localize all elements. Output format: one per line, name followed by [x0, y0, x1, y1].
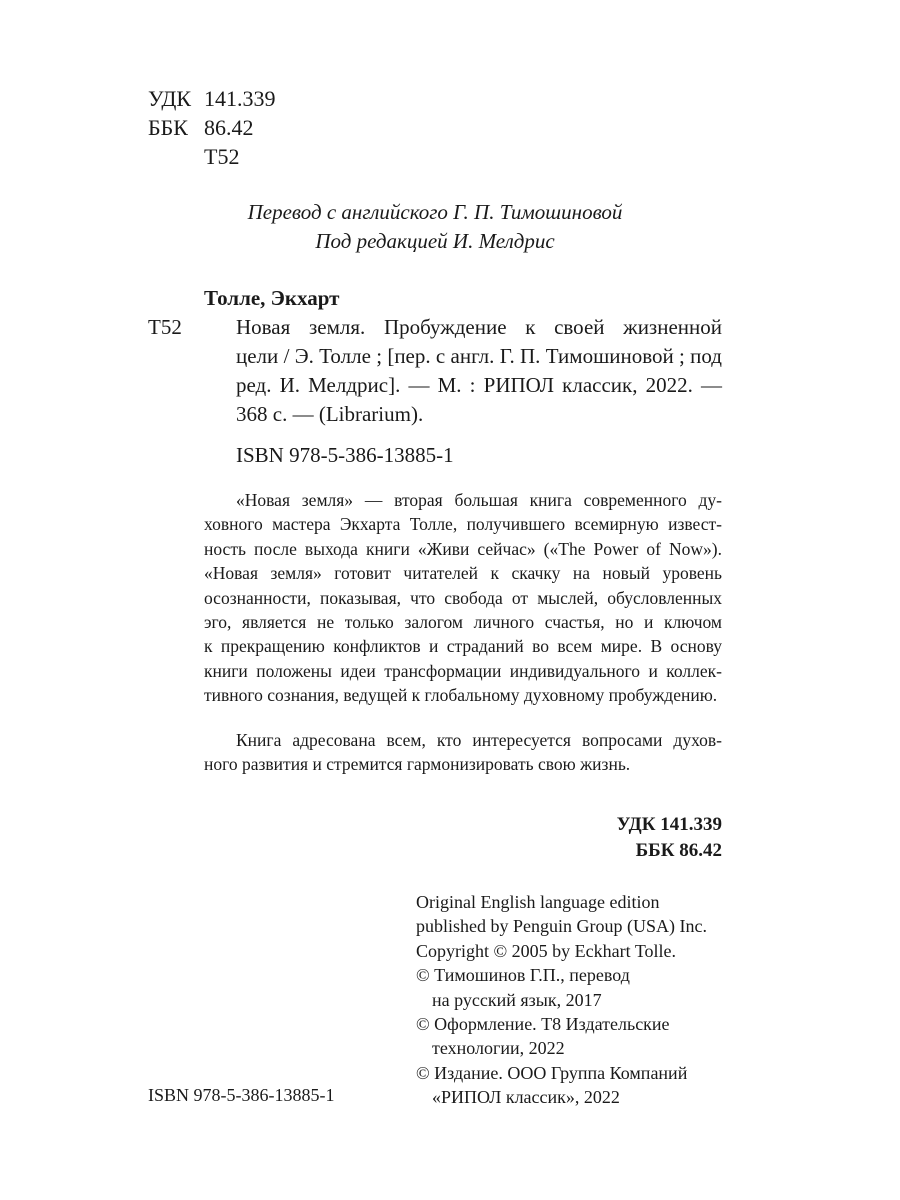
annotation-line: осознанности, показывая, что свобода от мыслей, обусловленных — [204, 587, 722, 608]
copyright-line: © Издание. ООО Группа Компаний — [416, 1062, 688, 1083]
annotation-line: ность после выхода книги «Живи сейчас» («The Power of Now»). — [204, 538, 722, 559]
annotation — [204, 488, 722, 708]
bbk-label: ББК — [148, 115, 188, 140]
audience-line: ного развития и стремится гармонизировать свою жизнь. — [204, 754, 631, 775]
copyright-line: Copyright © 2005 by Eckhart Tolle. — [416, 940, 677, 961]
bbk-right: ББК 86.42 — [635, 840, 722, 861]
classification-codes — [148, 84, 276, 171]
audience-note — [204, 728, 722, 777]
catalog-code: Т52 — [148, 315, 182, 339]
catalog-author: Толле, Экхарт — [204, 286, 340, 310]
catalog-line: ред. И. Мелдрис]. — М. : РИПОЛ классик, 2022. — — [236, 373, 722, 397]
classification-right — [617, 812, 722, 864]
annotation-line: «Новая земля» готовит читателей к скачку на новый уровень — [204, 563, 722, 584]
editor-credit: Под редакцией И. Мелдрис — [315, 229, 555, 253]
annotation-line: «Новая земля» — вторая большая книга современного ду- — [236, 490, 722, 510]
catalog-line: Новая земля. Пробуждение к своей жизненной — [236, 315, 722, 339]
copyright-line: © Тимошинов Г.П., перевод — [416, 965, 630, 986]
translator-credit: Перевод с английского Г. П. Тимошиновой — [247, 200, 623, 224]
udk-value: 141.339 — [204, 86, 276, 111]
translation-credits — [148, 198, 722, 256]
copyright-line: на русский язык, 2017 — [432, 989, 602, 1010]
copyright-line: «РИПОЛ классик», 2022 — [432, 1087, 620, 1108]
catalog-description — [236, 313, 722, 429]
udk-label: УДК — [148, 86, 192, 111]
catalog-line: 368 с. — (Librarium). — [236, 402, 424, 426]
isbn-bottom: ISBN 978-5-386-13885-1 — [148, 1085, 335, 1105]
author-mark: Т52 — [204, 144, 240, 169]
udk-right: УДК 141.339 — [616, 814, 722, 835]
audience-line: Книга адресована всем, кто интересуется вопросами духов- — [236, 730, 722, 750]
bbk-value: 86.42 — [204, 115, 254, 140]
catalog-isbn: ISBN 978-5-386-13885-1 — [236, 443, 454, 467]
catalog-line: цели / Э. Толле ; [пер. с англ. Г. П. Тимошиновой ; под — [236, 344, 722, 368]
copyright-line: технологии, 2022 — [432, 1038, 565, 1059]
author-mark-row — [148, 142, 276, 171]
annotation-line: тивного сознания, ведущей к глобальному духовному пробуждению. — [204, 685, 718, 706]
annotation-line: эго, является не только залогом личного счастья, но и ключом — [204, 612, 722, 633]
annotation-line: ховного мастера Экхарта Толле, получившего всемирную извест- — [204, 514, 722, 535]
copyright-line: © Оформление. Т8 Издательские — [416, 1014, 670, 1035]
copyright-block — [416, 890, 707, 1110]
annotation-line: книги положены идеи трансформации индивидуального и коллек- — [204, 660, 722, 681]
udk-row — [148, 84, 276, 113]
annotation-line: к прекращению конфликтов и страданий во всем мире. В основу — [204, 636, 722, 657]
copyright-line: published by Penguin Group (USA) Inc. — [416, 916, 707, 937]
copyright-line: Original English language edition — [416, 892, 660, 912]
bbk-row — [148, 113, 276, 142]
